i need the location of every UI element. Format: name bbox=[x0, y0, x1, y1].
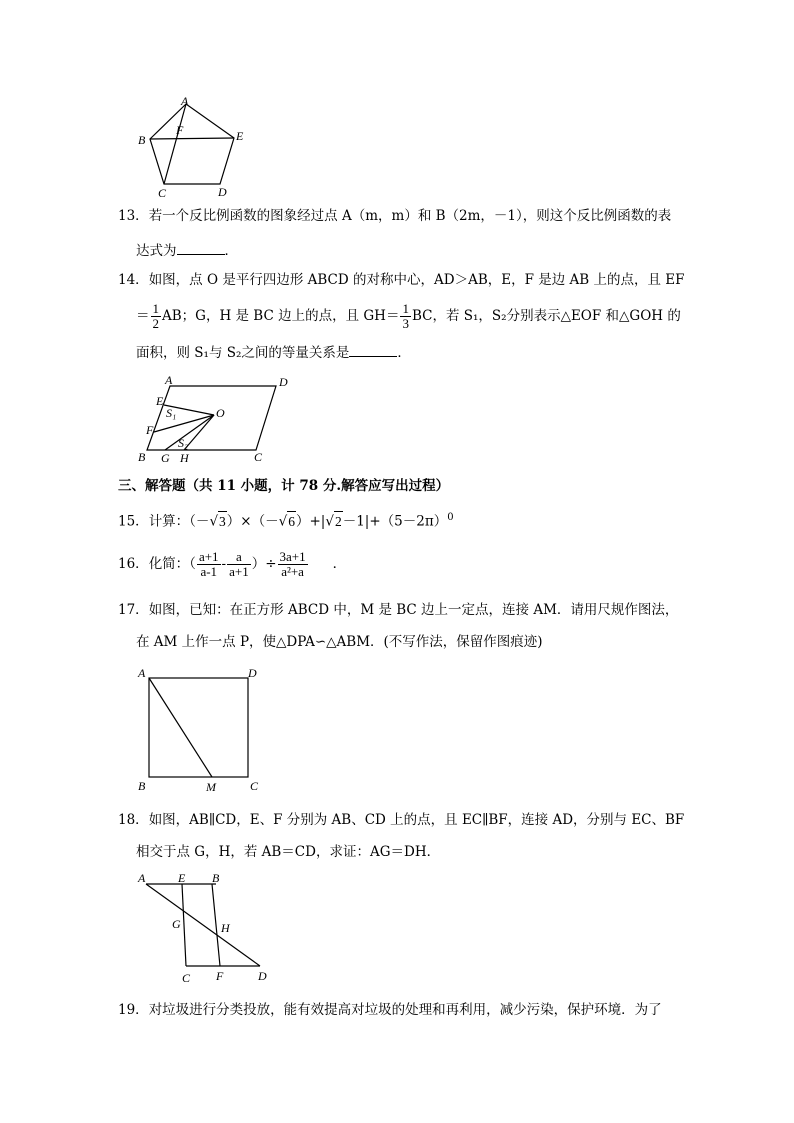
q15-sqrt2: 2 bbox=[334, 511, 343, 532]
q14-number: 14． bbox=[118, 272, 149, 288]
q16-frac3: $\frac{3a+1}{\text{a²+a}}$ bbox=[279, 549, 306, 579]
pentagon-label-a: A bbox=[181, 94, 189, 108]
q17-text1: 如图，已知：在正方形 ABCD 中，M 是 BC 边上一定点，连接 AM．请用尺规作图法， bbox=[148, 602, 679, 618]
sqrt-icon: √ bbox=[325, 513, 334, 530]
q19-number: 19． bbox=[118, 1002, 149, 1018]
q14-line2 bbox=[136, 300, 681, 332]
para-label-d: D bbox=[279, 375, 288, 389]
q16-frac2: $\frac{a}{a+1}$ bbox=[229, 549, 249, 579]
section-3-heading: 三、解答题（共 11 小题，计 78 分.解答应写出过程） bbox=[118, 478, 450, 494]
q14-text2: AB；G，H 是 BC 边上的点，且 GH＝ bbox=[162, 308, 400, 324]
q15-part-d: －1|+（5－2π） bbox=[342, 513, 448, 530]
para-label-e: E bbox=[156, 394, 164, 408]
pentagon-label-b: B bbox=[138, 133, 146, 147]
q13-line2 bbox=[136, 240, 238, 261]
para-label-c: C bbox=[254, 450, 263, 464]
para-label-g: G bbox=[161, 451, 170, 464]
q13-number: 13． bbox=[118, 208, 149, 224]
q15-exponent: 0 bbox=[447, 512, 454, 523]
q14-end: ． bbox=[397, 345, 411, 361]
q16-frac1: $\frac{a+1}{a-1}$ bbox=[198, 549, 219, 579]
q14-line3 bbox=[136, 342, 411, 363]
q16-part-a: 化简：（ bbox=[148, 556, 196, 572]
q15-part-b: ）×（－ bbox=[226, 513, 279, 530]
parallelogram-figure bbox=[132, 372, 302, 464]
q18-label-h: H bbox=[221, 921, 230, 935]
q15-sqrt3: 3 bbox=[218, 511, 227, 532]
q13-line2-end: ． bbox=[224, 243, 238, 259]
q16-line bbox=[118, 546, 346, 582]
q14-eq: ＝ bbox=[136, 308, 150, 324]
q13-text: 若一个反比例函数的图象经过点 A（m，m）和 B（2m，－1），则这个反比例函数的表 bbox=[148, 208, 672, 224]
square-label-c: C bbox=[250, 779, 259, 793]
para-label-f: F bbox=[146, 423, 154, 437]
q16-end: ． bbox=[332, 556, 347, 572]
q15-part-a: 计算：（－ bbox=[148, 513, 210, 530]
para-label-b: B bbox=[138, 450, 146, 464]
q18-line2: 相交于点 G，H，若 AB＝CD，求证：AG＝DH． bbox=[136, 844, 441, 860]
q14-frac-half: $\frac{1}{2}$ bbox=[152, 301, 159, 331]
para-label-o: O bbox=[216, 406, 225, 420]
para-label-s1: S₁ bbox=[166, 406, 177, 420]
q18-label-a: A bbox=[138, 871, 146, 885]
q16-number: 16． bbox=[118, 556, 149, 572]
q18-label-b: B bbox=[212, 871, 220, 885]
q15-number: 15． bbox=[118, 513, 149, 530]
pentagon-figure bbox=[130, 92, 260, 200]
q16-minus: - bbox=[221, 556, 227, 572]
q13-answer-blank[interactable] bbox=[177, 240, 225, 255]
q13-line1 bbox=[118, 206, 671, 226]
q18-label-d: D bbox=[258, 969, 267, 983]
q14-frac-third: $\frac{1}{3}$ bbox=[402, 301, 409, 331]
q14-text4: 面积，则 S₁与 S₂之间的等量关系是 bbox=[136, 345, 350, 361]
sqrt-icon: √ bbox=[209, 513, 219, 530]
q16-part-b: ）÷ bbox=[251, 556, 277, 572]
q17-line1 bbox=[118, 600, 678, 620]
q18-line1 bbox=[118, 810, 684, 830]
para-label-s2: S₂ bbox=[178, 436, 189, 450]
sqrt-icon: √ bbox=[278, 513, 288, 530]
square-label-b: B bbox=[138, 779, 146, 793]
q19-text1: 对垃圾进行分类投放，能有效提高对垃圾的处理和再利用，减少污染，保护环境．为了 bbox=[148, 1002, 662, 1018]
q18-label-g: G bbox=[172, 917, 181, 931]
square-figure bbox=[134, 664, 264, 796]
q17-line2: 在 AM 上作一点 P，使△DPA∽△ABM．(不写作法，保留作图痕迹) bbox=[136, 634, 543, 650]
q14-text3: BC，若 S₁，S₂分别表示△EOF 和△GOH 的 bbox=[411, 308, 681, 324]
square-label-a: A bbox=[138, 666, 146, 680]
q13-line2-text: 达式为 bbox=[136, 243, 177, 259]
pentagon-label-f: F bbox=[176, 123, 184, 137]
q18-figure bbox=[134, 866, 276, 990]
q15-line bbox=[118, 508, 454, 532]
q18-label-e: E bbox=[178, 871, 186, 885]
pentagon-label-e: E bbox=[236, 129, 244, 143]
q14-answer-blank[interactable] bbox=[349, 342, 397, 357]
pentagon-label-d: D bbox=[218, 185, 227, 199]
q15-part-c: ）+| bbox=[295, 513, 326, 530]
square-label-m: M bbox=[206, 780, 216, 794]
q14-text1: 如图，点 O 是平行四边形 ABCD 的对称中心，AD＞AB，E，F 是边 AB 上的点，且 EF bbox=[148, 272, 685, 288]
q18-label-c: C bbox=[182, 971, 191, 985]
q15-sqrt6: 6 bbox=[287, 511, 296, 532]
q18-text1: 如图，AB∥CD，E、F 分别为 AB、CD 上的点，且 EC∥BF，连接 AD，分别与 EC、BF bbox=[148, 812, 685, 828]
q19-line1 bbox=[118, 1000, 662, 1020]
q18-number: 18． bbox=[118, 812, 149, 828]
q17-number: 17． bbox=[118, 602, 149, 618]
square-label-d: D bbox=[248, 666, 257, 680]
q14-line1 bbox=[118, 270, 685, 290]
para-label-a: A bbox=[165, 373, 173, 387]
pentagon-label-c: C bbox=[158, 186, 167, 200]
para-label-h: H bbox=[180, 451, 189, 464]
q18-label-f: F bbox=[216, 969, 224, 983]
